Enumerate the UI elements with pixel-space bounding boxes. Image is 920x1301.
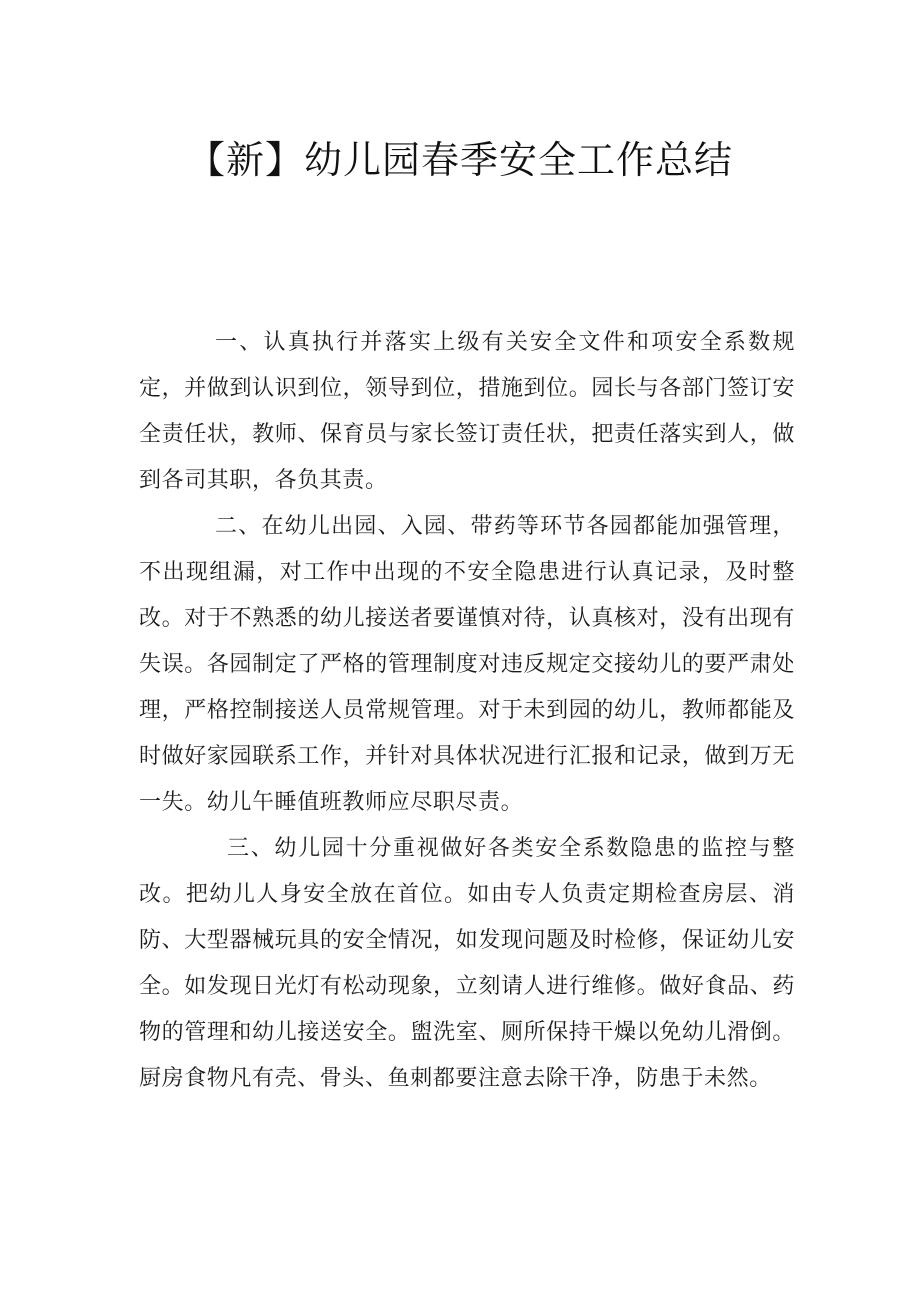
document-body — [139, 320, 795, 1102]
paragraph-1: 一、认真执行并落实上级有关安全文件和项安全系数规定，并做到认识到位，领导到位，措施到位。园长与各部门签订安全责任状，教师、保育员与家长签订责任状，把责任落实到人，做到各司其职，各负其责。 — [139, 330, 795, 493]
paragraph-2: 二、在幼儿出园、入园、带药等环节各园都能加强管理，不出现组漏，对工作中出现的不安全隐患进行认真记录，及时整改。对于不熟悉的幼儿接送者要谨慎对待，认真核对，没有出现有失误。各园制定了严格的管理制度对违反规定交接幼儿的要严肃处理，严格控制接送人员常规管理。对于未到园的幼儿，教师都能及时做好家园联系工作，并针对具体状况进行汇报和记录，做到万无一失。幼儿午睡值班教师应尽职尽责。 — [139, 514, 795, 815]
paragraph-3: 三、幼儿园十分重视做好各类安全系数隐患的监控与整改。把幼儿人身安全放在首位。如由专人负责定期检查房层、消防、大型器械玩具的安全情况，如发现问题及时检修，保证幼儿安全。如发现日光灯有松动现象，立刻请人进行维修。做好食品、药物的管理和幼儿接送安全。盥洗室、厕所保持干燥以免幼儿滑倒。厨房食物凡有壳、骨头、鱼刺都要注意去除干净，防患于未然。 — [139, 836, 795, 1091]
document-title: 【新】幼儿园春季安全工作总结 — [186, 138, 733, 182]
